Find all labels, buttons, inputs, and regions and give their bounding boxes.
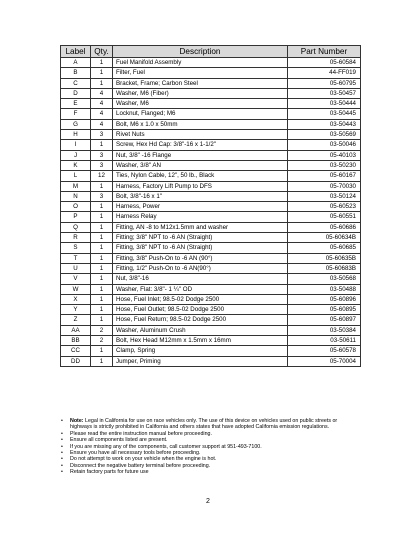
row-description: Fitting, AN -8 to M12x1.5mm and washer [113,222,288,232]
row-part-number: 03-50443 [288,119,361,129]
row-label: G [61,119,91,129]
row-part-number: 44-FF019 [288,68,361,78]
row-label: U [61,263,91,273]
row-description: Harness Relay [113,212,288,222]
row-part-number: 05-40103 [288,150,361,160]
row-qty: 1 [91,140,113,150]
row-qty: 1 [91,222,113,232]
row-part-number: 05-60523 [288,202,361,212]
row-description: Clamp, Spring [113,346,288,356]
row-description: Fitting, 3/8" NPT to -6 AN (Straight) [113,243,288,253]
table-row [61,171,361,181]
row-part-number: 05-70004 [288,356,361,366]
row-part-number: 03-50046 [288,140,361,150]
row-part-number: 03-50611 [288,336,361,346]
row-label: BB [61,336,91,346]
note-item: • Disconnect the negative battery terminal before proceeding. [60,463,360,469]
row-qty: 1 [91,274,113,284]
table-row [61,202,361,212]
row-qty: 4 [91,88,113,98]
row-qty: 1 [91,356,113,366]
row-qty: 1 [91,68,113,78]
row-description: Washer, 3/8" AN [113,160,288,170]
table-row [61,78,361,88]
row-part-number: 05-60635B [288,253,361,263]
table-row [61,294,361,304]
row-part-number: 05-60686 [288,222,361,232]
table-row [61,140,361,150]
row-description: Filter, Fuel [113,68,288,78]
row-qty: 1 [91,202,113,212]
row-label: Y [61,305,91,315]
row-label: B [61,68,91,78]
row-description: Hose, Fuel Outlet; 98.5-02 Dodge 2500 [113,305,288,315]
row-description: Fitting; 3/8" NPT to -6 AN (Straight) [113,233,288,243]
row-label: P [61,212,91,222]
row-label: O [61,202,91,212]
table-row [61,253,361,263]
row-description: Bracket, Frame; Carbon Steel [113,78,288,88]
table-row [61,325,361,335]
row-description: Ties, Nylon Cable, 12", 50 lb., Black [113,171,288,181]
row-qty: 1 [91,346,113,356]
row-description: Harness, Power [113,202,288,212]
row-part-number: 03-50230 [288,160,361,170]
note-item: • Please read the entire instruction manual before proceeding. [60,431,360,437]
row-part-number: 05-70030 [288,181,361,191]
row-label: N [61,191,91,201]
table-row [61,263,361,273]
row-description: Screw, Hex Hd Cap: 3/8"-16 x 1-1/2" [113,140,288,150]
row-qty: 1 [91,212,113,222]
header-qty: Qty. [91,46,113,58]
table-row [61,191,361,201]
row-description: Nut, 3/8"-16 [113,274,288,284]
row-qty: 2 [91,325,113,335]
row-label: W [61,284,91,294]
table-row [61,315,361,325]
row-qty: 3 [91,160,113,170]
row-description: Washer, Aluminum Crush [113,325,288,335]
row-part-number: 05-60897 [288,315,361,325]
table-row [61,305,361,315]
table-row [61,336,361,346]
row-label: Z [61,315,91,325]
note-item: • Do not attempt to work on your vehicle when the engine is hot. [60,456,360,462]
row-label: I [61,140,91,150]
note-item: • If you are missing any of the components, call customer support at 951-493-7100. [60,444,360,450]
table-row [61,88,361,98]
row-part-number: 05-60551 [288,212,361,222]
row-qty: 12 [91,171,113,181]
row-label: H [61,130,91,140]
row-qty: 1 [91,243,113,253]
row-description: Rivet Nuts [113,130,288,140]
row-label: CC [61,346,91,356]
row-qty: 4 [91,99,113,109]
row-description: Bolt, M6 x 1.0 x 50mm [113,119,288,129]
row-qty: 1 [91,253,113,263]
note-item: • Ensure all components listed are present. [60,437,360,443]
row-description: Washer, Flat: 3/8"- 1 ¼" OD [113,284,288,294]
row-label: S [61,243,91,253]
notes-list [60,418,360,476]
row-part-number: 03-50568 [288,274,361,284]
note-item: • Retain factory parts for future use [60,469,360,475]
row-qty: 1 [91,263,113,273]
row-part-number: 03-50457 [288,88,361,98]
row-qty: 2 [91,336,113,346]
row-label: DD [61,356,91,366]
row-description: Fitting, 1/2" Push-On to -6 AN(90°) [113,263,288,273]
row-part-number: 05-60683B [288,263,361,273]
row-description: Fuel Manifold Assembly [113,58,288,68]
row-part-number: 03-50445 [288,109,361,119]
row-part-number: 05-60685 [288,243,361,253]
row-label: C [61,78,91,88]
row-part-number: 03-50488 [288,284,361,294]
row-part-number: 05-60634B [288,233,361,243]
row-label: M [61,181,91,191]
page-number: 2 [206,498,210,505]
row-part-number: 05-60896 [288,294,361,304]
table-row [61,284,361,294]
row-description: Washer, M6 [113,99,288,109]
row-part-number: 05-60584 [288,58,361,68]
row-part-number: 03-50569 [288,130,361,140]
row-label: T [61,253,91,263]
row-label: X [61,294,91,304]
row-description: Jumper, Priming [113,356,288,366]
parts-table-body [61,58,361,367]
table-row [61,346,361,356]
row-label: V [61,274,91,284]
row-qty: 3 [91,150,113,160]
row-label: R [61,233,91,243]
row-qty: 3 [91,130,113,140]
note-label: Note: [70,418,84,424]
table-row [61,99,361,109]
row-description: Hose, Fuel Inlet; 98.5-02 Dodge 2500 [113,294,288,304]
note-legal [60,418,360,431]
row-part-number: 03-50124 [288,191,361,201]
row-label: K [61,160,91,170]
row-qty: 3 [91,191,113,201]
parts-table [60,45,361,367]
row-part-number: 03-50444 [288,99,361,109]
row-part-number: 05-60578 [288,346,361,356]
row-part-number: 05-60167 [288,171,361,181]
row-qty: 1 [91,315,113,325]
table-row [61,109,361,119]
header-description: Description [113,46,288,58]
note-legal-text: Legal in California for use on race vehicles only. The use of this device on vehicles used on public streets or highways is strictly prohibited in California and others states that have adopted California emission regulations. [70,418,338,431]
table-row [61,222,361,232]
table-row [61,233,361,243]
table-header-row [61,46,361,58]
row-description: Bolt, Hex Head M12mm x 1.5mm x 16mm [113,336,288,346]
row-description: Locknut, Flanged; M6 [113,109,288,119]
row-qty: 1 [91,294,113,304]
table-row [61,356,361,366]
row-description: Hose, Fuel Return; 98.5-02 Dodge 2500 [113,315,288,325]
row-description: Fitting, 3/8" Push-On to -6 AN (90°) [113,253,288,263]
table-row [61,181,361,191]
table-row [61,243,361,253]
table-row [61,160,361,170]
row-qty: 1 [91,305,113,315]
row-label: AA [61,325,91,335]
row-qty: 1 [91,233,113,243]
row-qty: 4 [91,109,113,119]
row-qty: 4 [91,119,113,129]
note-item: • Ensure you have all necessary tools before proceeding. [60,450,360,456]
row-description: Harness, Factory Lift Pump to DFS [113,181,288,191]
row-label: L [61,171,91,181]
header-label: Label [61,46,91,58]
row-description: Nut, 3/8" -16 Flange [113,150,288,160]
row-qty: 1 [91,284,113,294]
table-row [61,130,361,140]
row-label: E [61,99,91,109]
row-description: Bolt, 3/8"-16 x 1" [113,191,288,201]
table-row [61,119,361,129]
table-row [61,68,361,78]
row-part-number: 03-50384 [288,325,361,335]
row-label: F [61,109,91,119]
table-row [61,150,361,160]
row-label: Q [61,222,91,232]
table-row [61,212,361,222]
row-part-number: 05-60795 [288,78,361,88]
row-qty: 1 [91,78,113,88]
row-label: A [61,58,91,68]
table-row [61,58,361,68]
table-row [61,274,361,284]
header-part-number: Part Number [288,46,361,58]
row-description: Washer, M6 (Fiber) [113,88,288,98]
row-qty: 1 [91,58,113,68]
row-label: J [61,150,91,160]
row-part-number: 05-60895 [288,305,361,315]
row-qty: 1 [91,181,113,191]
row-label: D [61,88,91,98]
